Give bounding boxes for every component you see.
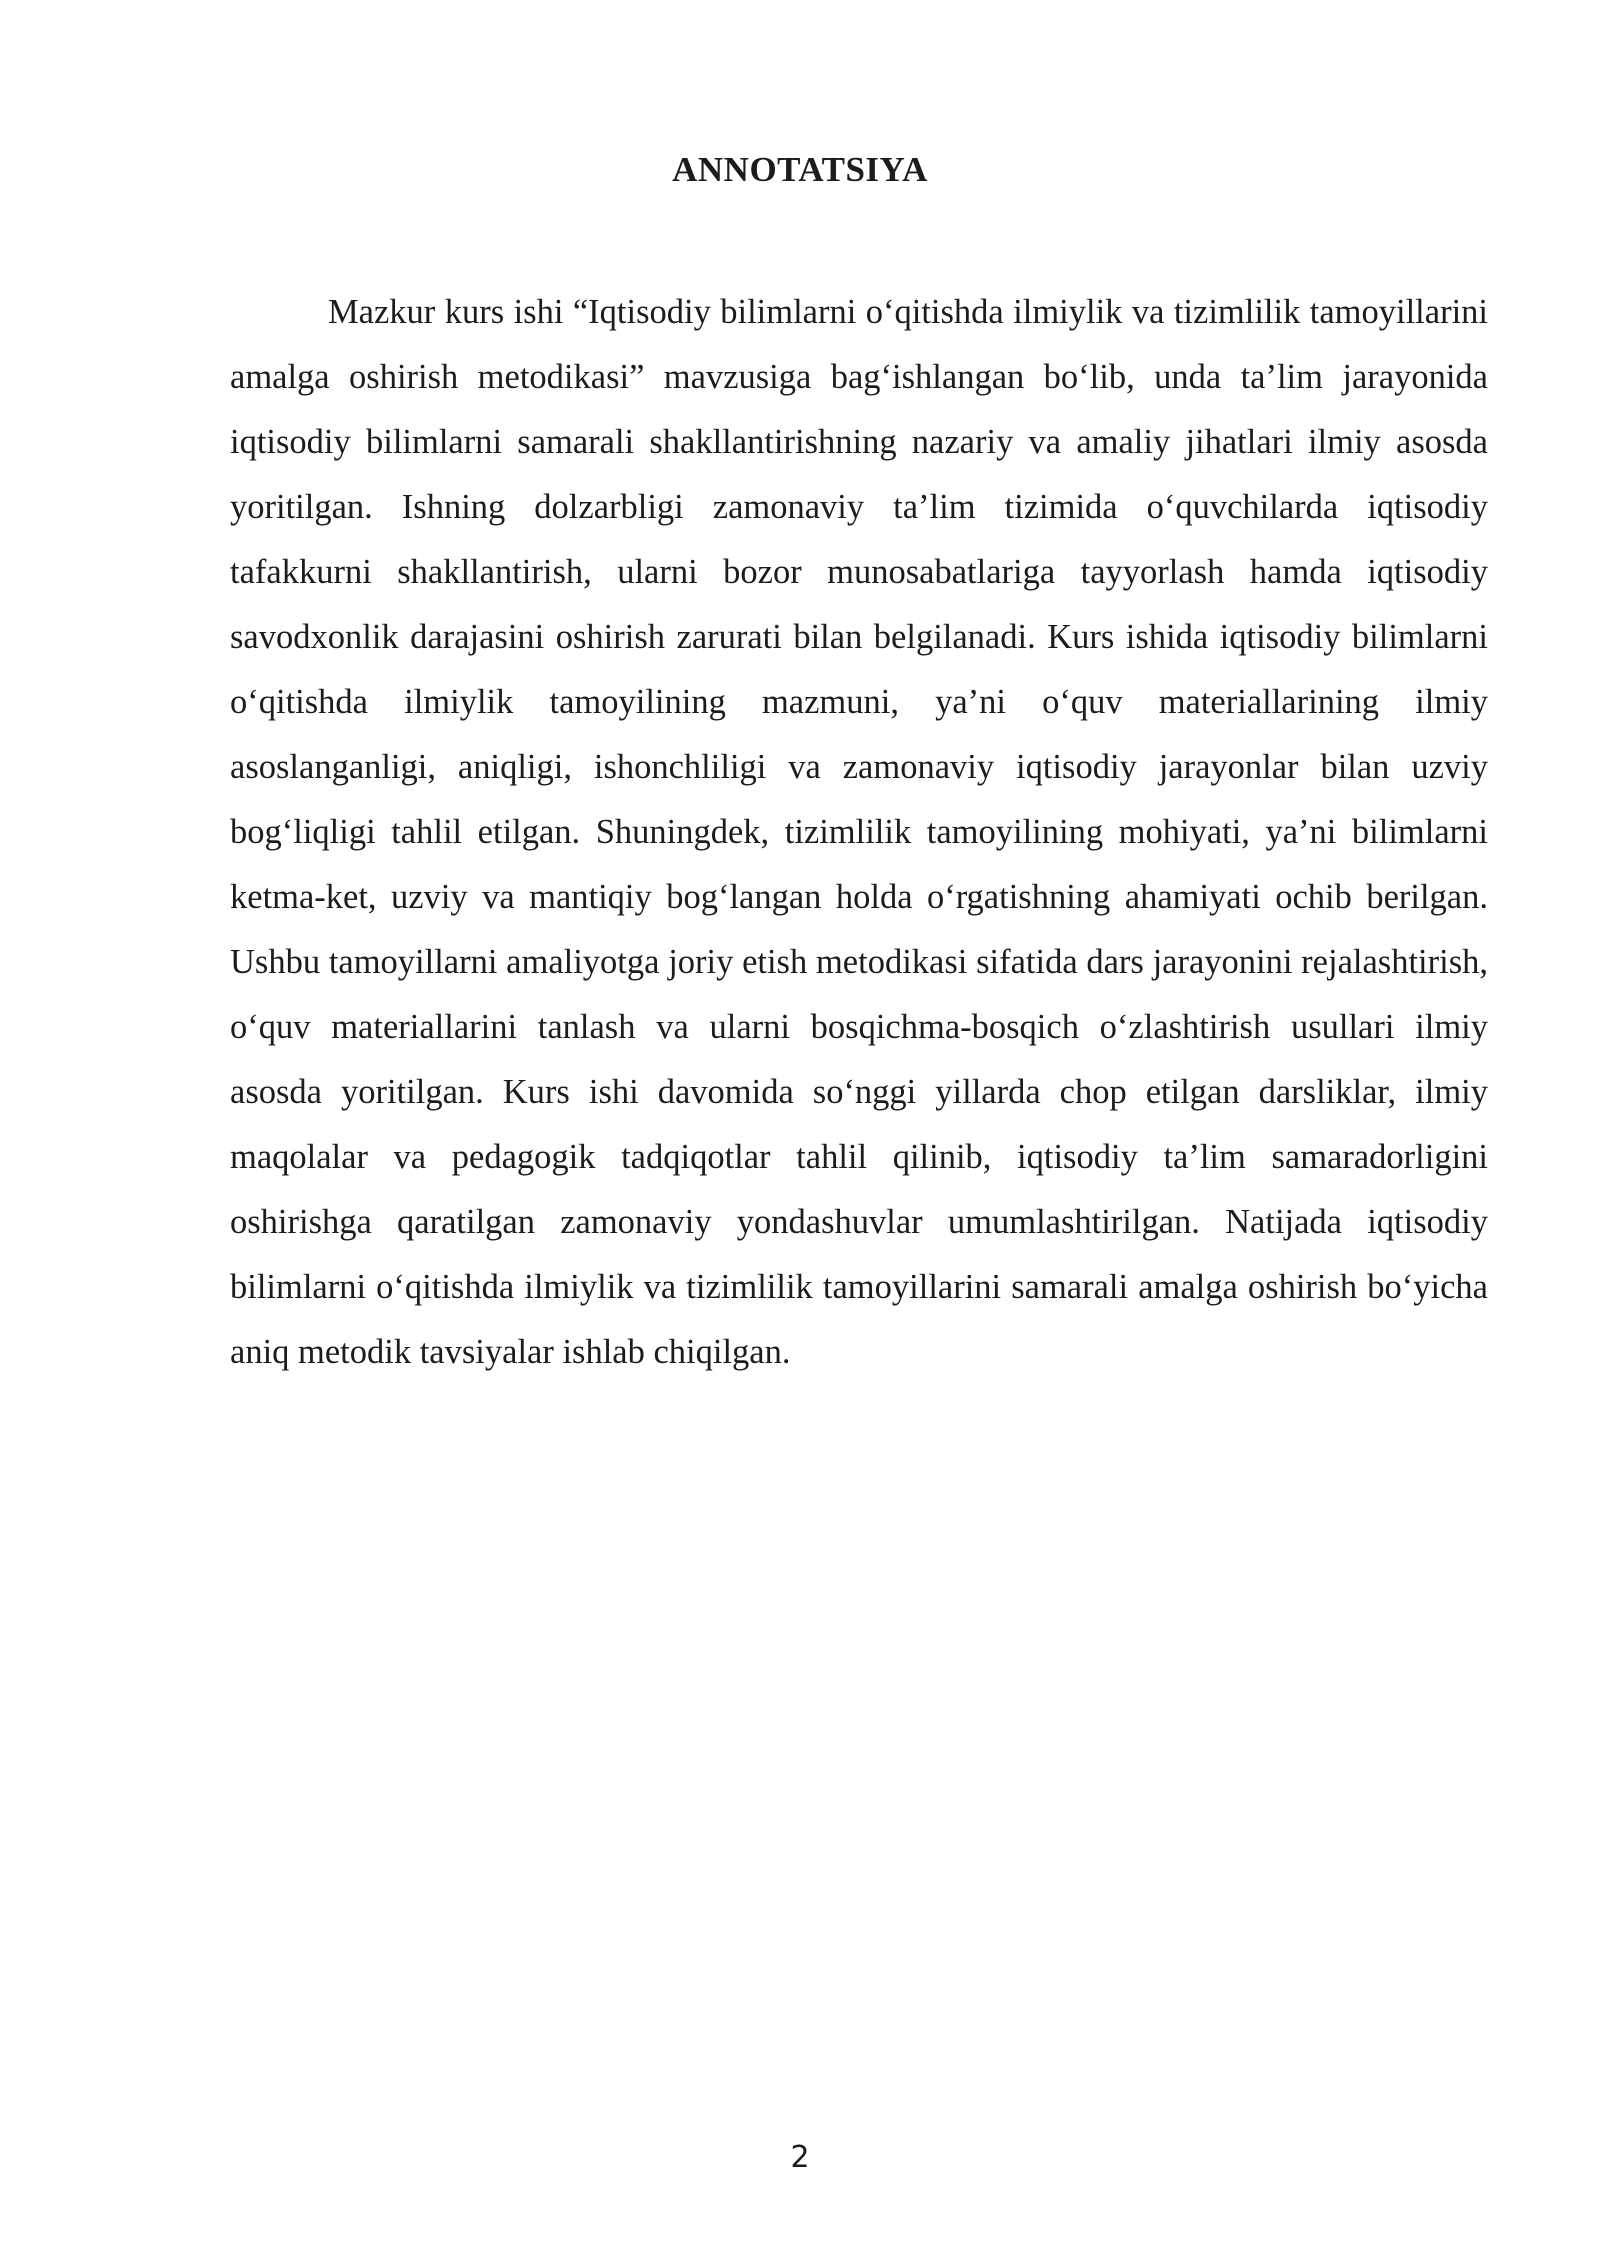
annotation-paragraph: Mazkur kurs ishi “Iqtisodiy bilimlarni o‘qitishda ilmiylik va tizimlilik tamoyillarini amalga oshirish metodikasi” mavzusiga bag‘ishlangan bo‘lib, unda ta’lim jarayonida iqtisodiy bilimlarni samarali shakllantirishning nazariy va amaliy jihatlari ilmiy asosda yoritilgan. Ishning dolzarbligi zamonaviy ta’lim tizimida o‘quvchilarda iqtisodiy tafakkurni shakllantirish, ularni bozor munosabatlariga tayyorlash hamda iqtisodiy savodxonlik darajasini oshirish zarurati bilan belgilanadi. Kurs ishida iqtisodiy bilimlarni o‘qitishda ilmiylik tamoyilining mazmuni, ya’ni o‘quv materiallarining ilmiy asoslanganligi, aniqligi, ishonchliligi va zamonaviy iqtisodiy jarayonlar bilan uzviy bog‘liqligi tahlil etilgan. Shuningdek, tizimlilik tamoyilining mohiyati, ya’ni bilimlarni ketma-ket, uzviy va mantiqiy bog‘langan holda o‘rgatishning ahamiyati ochib berilgan. Ushbu tamoyillarni amaliyotga joriy etish metodikasi sifatida dars jarayonini rejalashtirish, o‘quv materiallarini tanlash va ularni bosqichma-bosqich o‘zlashtirish usullari ilmiy asosda yoritilgan. Kurs ishi davomida so‘nggi yillarda chop etilgan darsliklar, ilmiy maqolalar va pedagogik tadqiqotlar tahlil qilinib, iqtisodiy ta’lim samaradorligini oshirishga qaratilgan zamonaviy yondashuvlar umumlashtirilgan. Natijada iqtisodiy bilimlarni o‘qitishda ilmiylik va tizimlilik tamoyillarini samarali amalga oshirish bo‘yicha aniq metodik tavsiyalar ishlab chiqilgan. — [230, 293, 1488, 1371]
page-number: 2 — [790, 2140, 810, 2175]
page-title: ANNOTATSIYA — [672, 150, 928, 189]
